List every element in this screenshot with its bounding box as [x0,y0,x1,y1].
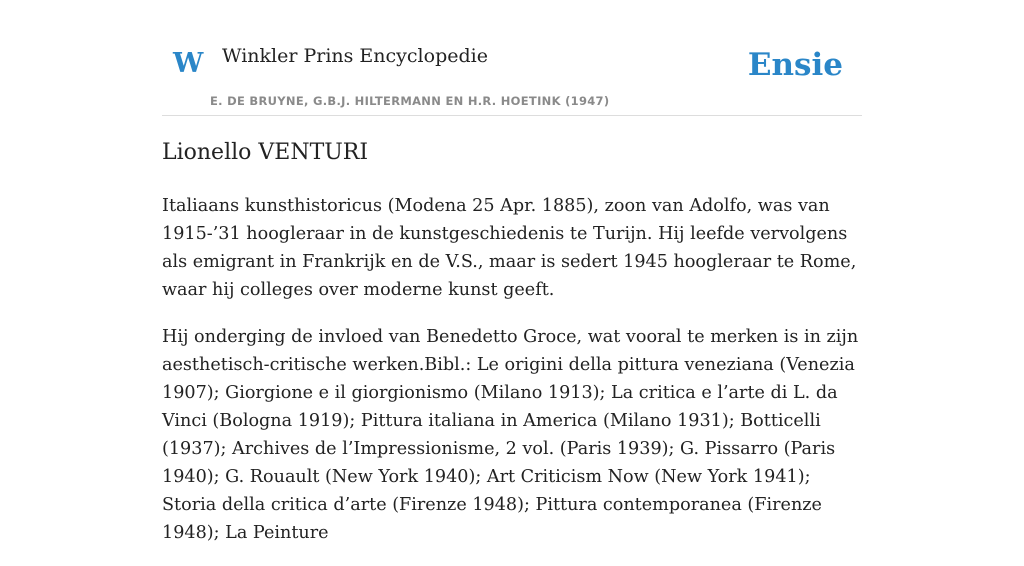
article-paragraph: Italiaans kunsthistoricus (Modena 25 Apr. 1885), zoon van Adolfo, was van 1915-’31 hoogleraar in de kunstgeschiedenis te Turijn. Hij leefde vervolgens als emigrant in Frankrijk en de V.S., maar is sedert 1945 hoogleraar te Rome, waar hij colleges over moderne kunst geeft. [162,196,857,300]
site-header [162,0,862,116]
article-body [162,192,862,566]
site-title[interactable]: Winkler Prins Encyclopedie [222,45,488,67]
article-title: Lionello VENTURI [162,140,369,165]
ensie-brand-logo[interactable]: Ensie [747,47,843,83]
page-container [162,0,862,543]
site-subtitle: E. DE BRUYNE, G.B.J. HILTERMANN EN H.R. HOETINK (1947) [210,94,610,108]
winkler-prins-logo[interactable]: W [173,48,204,79]
article-paragraph: Hij onderging de invloed van Benedetto Groce, wat vooral te merken is in zijn aesthetisch-critische werken.Bibl.: Le origini della pittura veneziana (Venezia 1907); Giorgione e il giorgionismo (Milano 1913); La critica e l’arte di L. da Vinci (Bologna 1919); Pittura italiana in America (Milano 1931); Botticelli (1937); Archives de l’Impressionisme, 2 vol. (Paris 1939); G. Pissarro (Paris 1940); G. Rouault (New York 1940); Art Criticism Now (New York 1941); Storia della critica d’arte (Firenze 1948); Pittura contemporanea (Firenze 1948); La Peinture [162,327,859,543]
